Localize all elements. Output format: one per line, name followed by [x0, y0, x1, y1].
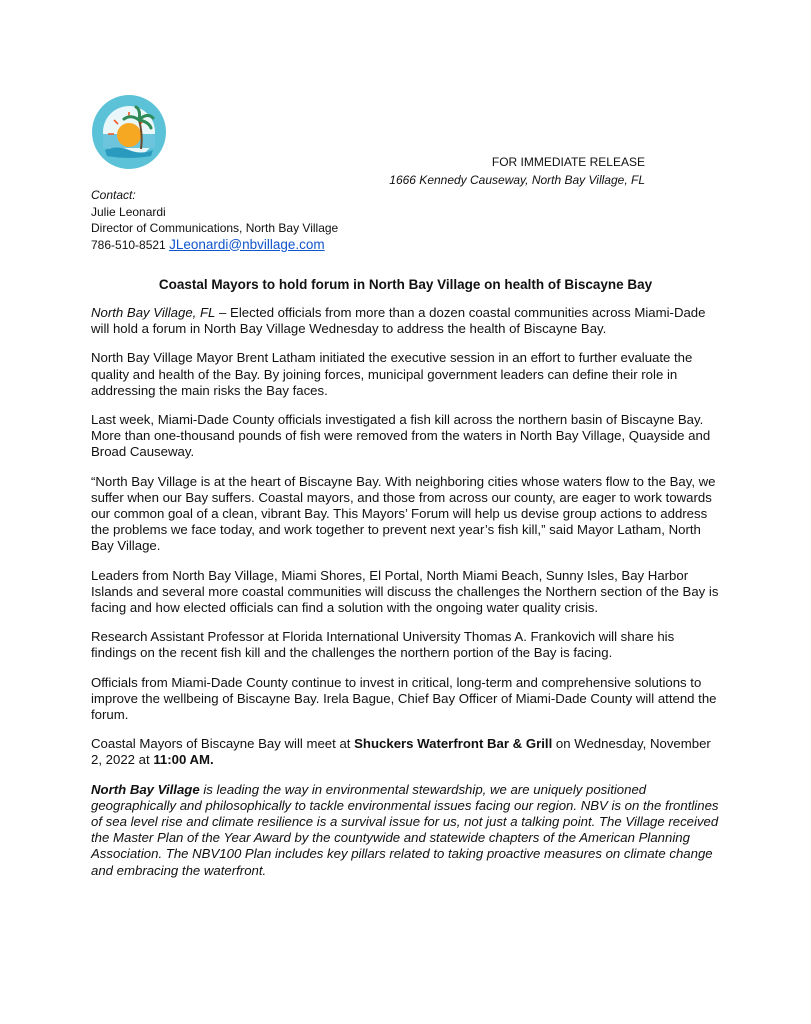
contact-phone: 786-510-8521 [91, 237, 166, 252]
contact-label: Contact: [91, 188, 136, 202]
boilerplate-text: is leading the way in environmental stewardship, we are uniquely positioned geographically and philosophically to tackle environmental issues facing our region. NBV is on the frontlines of sea level rise and climate resilience is a survival issue for us, not just a talking point. The Village received the Master Plan of the Year Award by the countywide and statewide chapters of the American Planning Association. The NBV100 Plan includes key pillars related to taking proactive measures on climate change and embracing the waterfront. [91, 781, 719, 878]
press-release-body [91, 305, 721, 892]
contact-line [91, 237, 338, 254]
north-bay-village-logo [91, 94, 167, 170]
event-mid: on Wednesday, November 2, 2022 at [91, 736, 711, 768]
boilerplate-lead: North Bay Village [91, 781, 200, 797]
contact-name: Julie Leonardi [91, 204, 166, 219]
intro-text: – Elected officials from more than a dozen coastal communities across Miami-Dade will hold a forum in North Bay Village Wednesday to address the health of Biscayne Bay. [91, 305, 706, 337]
paragraph-leaders: Leaders from North Bay Village, Miami Shores, El Portal, North Miami Beach, Sunny Isles, Bay Harbor Islands and several more coastal communities will discuss the challenges the Northern section of the Bay is facing and how elected officials can find a solution with the ongoing water quality crisis. [91, 567, 719, 616]
paragraph-intro [91, 305, 721, 337]
paragraph-county-officials: Officials from Miami-Dade County continue to invest in critical, long-term and comprehensive solutions to improve the wellbeing of Biscayne Bay. Irela Bague, Chief Bay Officer of Miami-Dade County will attend the forum. [91, 674, 717, 723]
headline: Coastal Mayors to hold forum in North Bay Village on health of Biscayne Bay [158, 277, 653, 292]
contact-block [91, 187, 338, 253]
release-label: FOR IMMEDIATE RELEASE [491, 155, 645, 169]
dateline: North Bay Village, FL [91, 305, 216, 320]
paragraph-professor: Research Assistant Professor at Florida International University Thomas A. Frankovich will share his findings on the recent fish kill and the challenges the northern portion of the Bay is facing. [91, 629, 675, 661]
event-time: 11:00 AM. [153, 752, 214, 768]
paragraph-mayor-quote: “North Bay Village is at the heart of Biscayne Bay. With neighboring cities whose waters flow to the Bay, we suffer when our Bay suffers. Coastal mayors, and those from across our county, are eager to work towards our common goal of a clean, vibrant Bay. This Mayors’ Forum will help us devise group actions to address the problems we face today, and work together to prevent next year’s fish kill,” said Mayor Latham, North Bay Village. [91, 473, 716, 554]
event-venue: Shuckers Waterfront Bar & Grill [354, 736, 553, 752]
release-address: 1666 Kennedy Causeway, North Bay Village, FL [389, 173, 645, 187]
paragraph-boilerplate [91, 782, 721, 879]
release-block [389, 153, 645, 189]
paragraph-mayor-session: North Bay Village Mayor Brent Latham initiated the executive session in an effort to further evaluate the quality and health of the Bay. By joining forces, municipal government leaders can define their role in addressing the main risks the Bay faces. [91, 350, 693, 398]
paragraph-fish-kill: Last week, Miami-Dade County officials investigated a fish kill across the northern basin of Biscayne Bay. More than one-thousand pounds of fish were removed from the waters in North Bay Village, Quayside and Broad Causeway. [91, 412, 711, 460]
contact-email-link[interactable]: JLeonardi@nbvillage.com [169, 236, 325, 252]
contact-title: Director of Communications, North Bay Village [91, 221, 339, 235]
event-pre: Coastal Mayors of Biscayne Bay will meet at [91, 736, 355, 752]
paragraph-event-details [91, 736, 721, 768]
